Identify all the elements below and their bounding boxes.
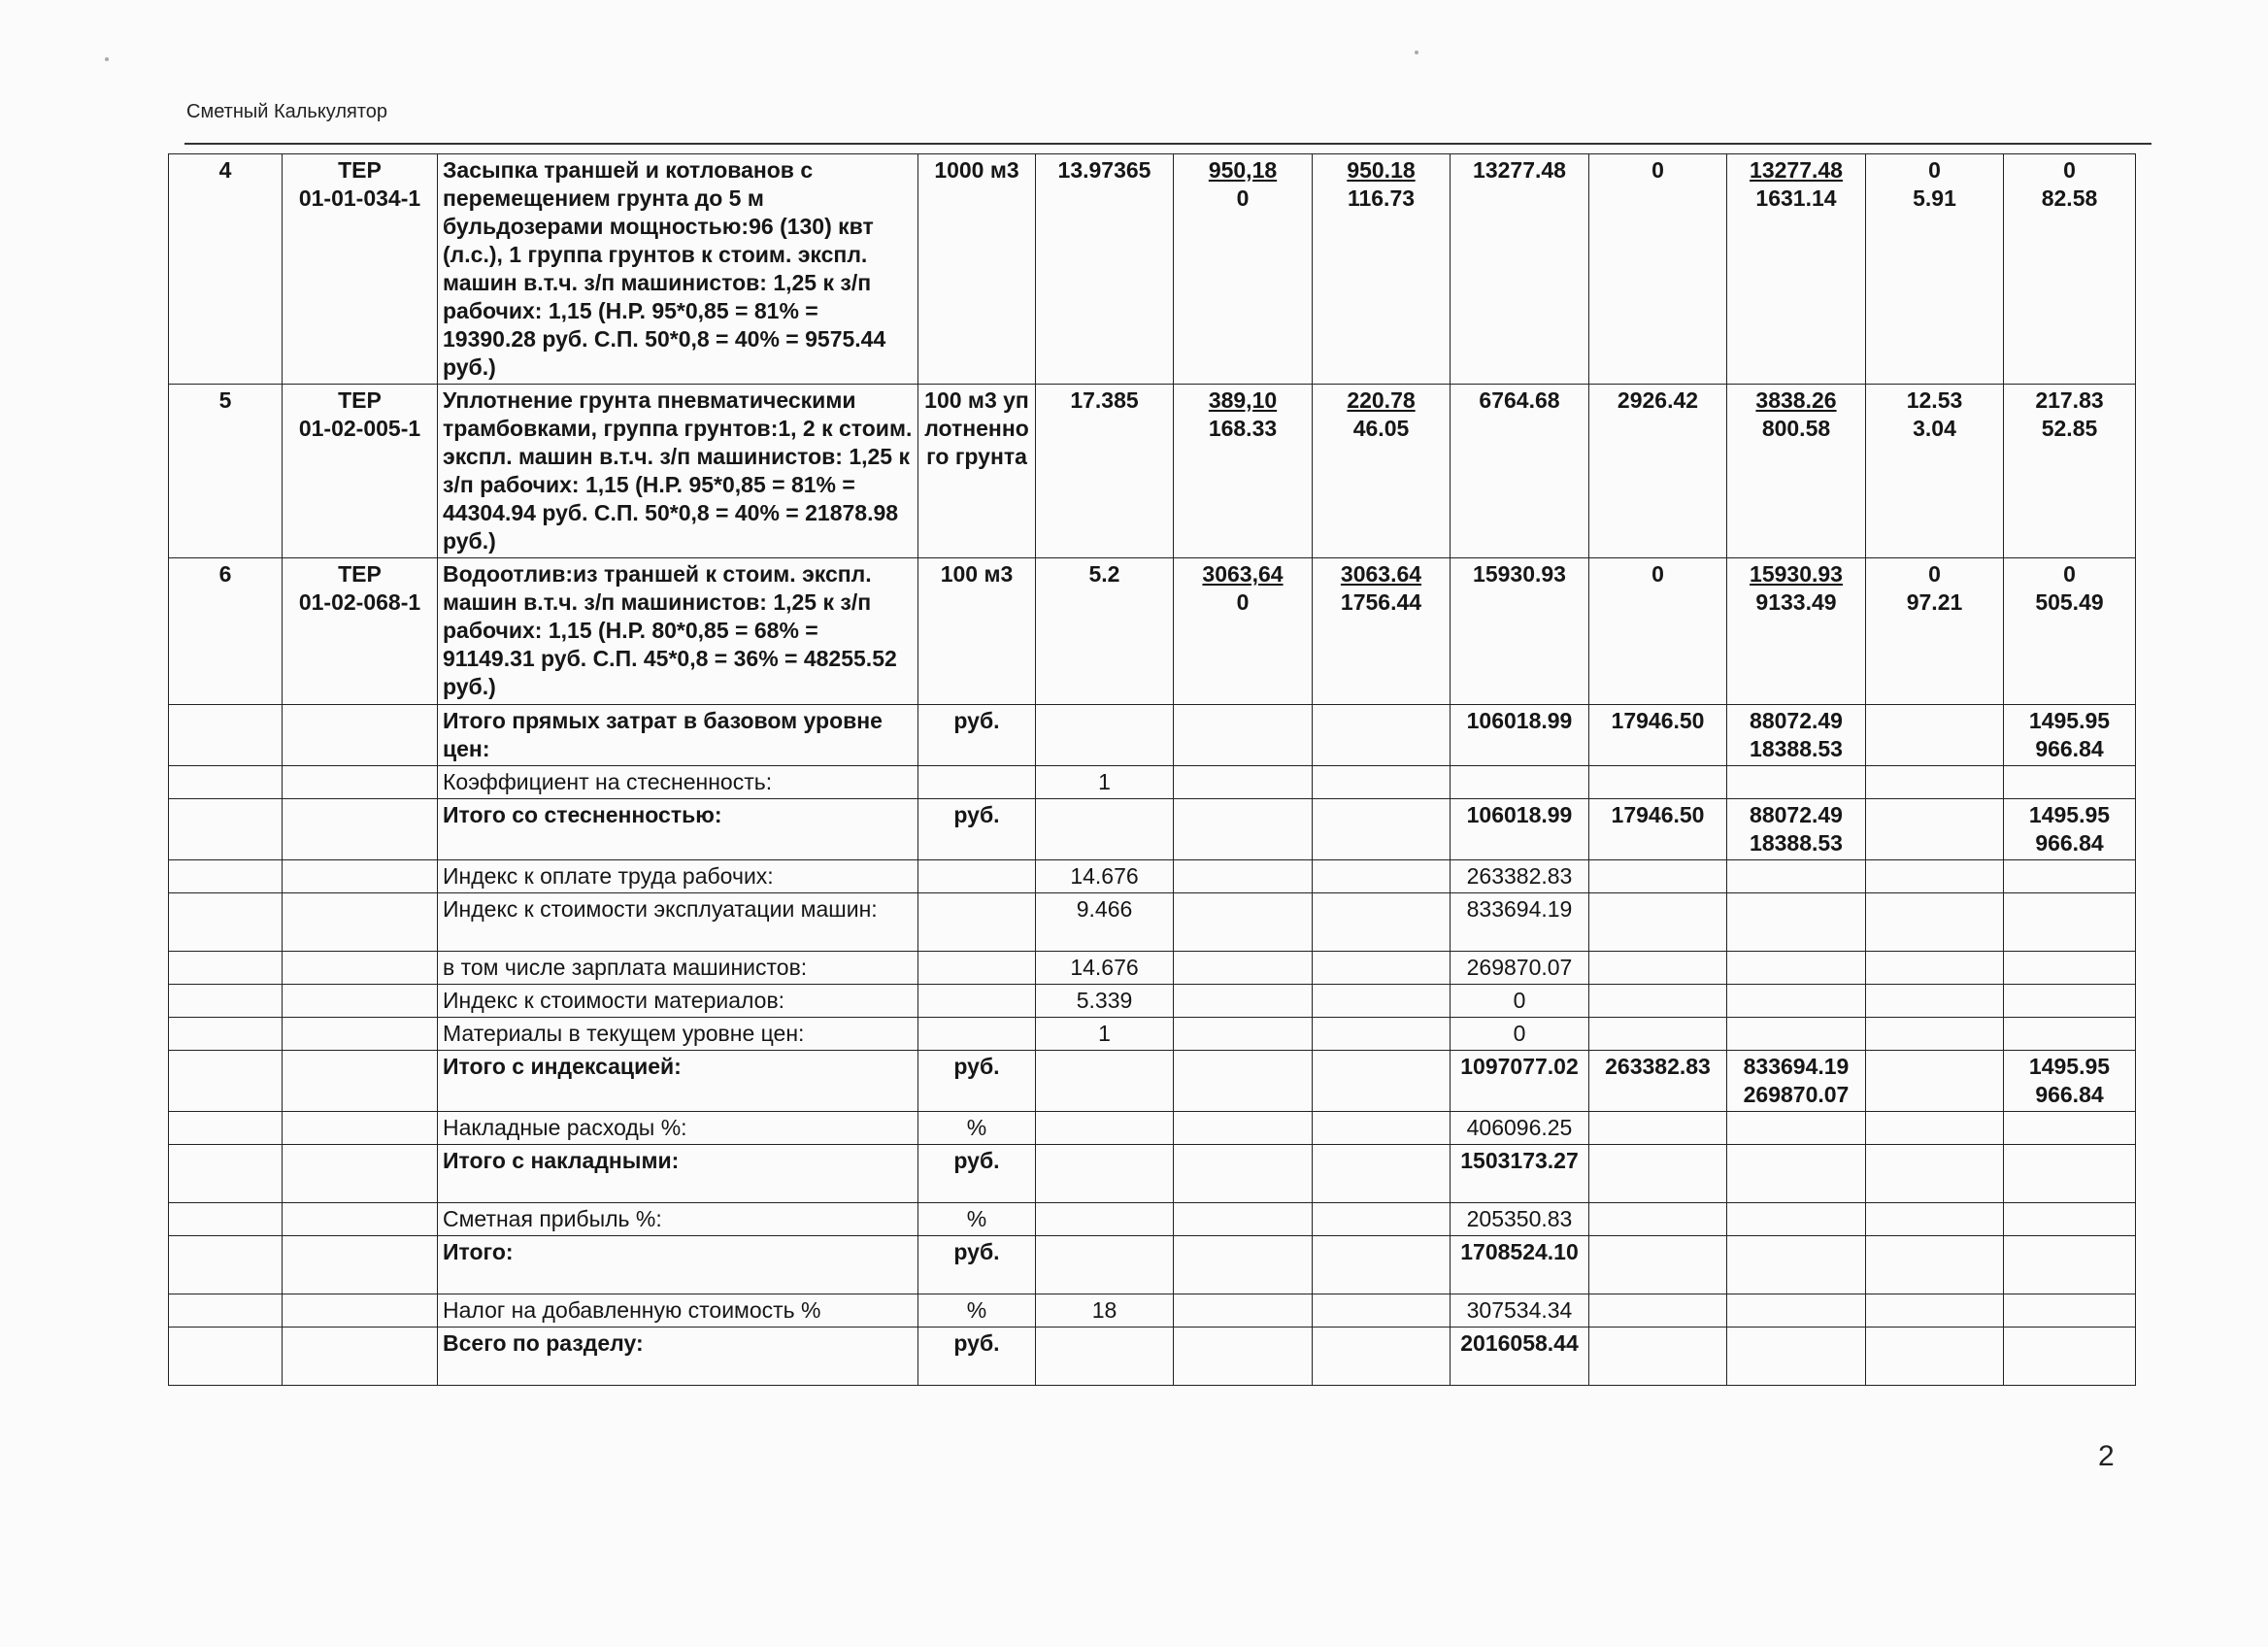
summary-row-grand-total	[169, 1328, 2136, 1386]
summary-row-subtotal	[169, 1236, 2136, 1294]
page-header-title: Сметный Калькулятор	[186, 101, 388, 122]
summary-unit: руб.	[918, 1145, 1036, 1203]
summary-label: в том числе зарплата машинистов:	[438, 952, 918, 985]
page-number: 2	[2098, 1440, 2115, 1472]
summary-unit: %	[918, 1294, 1036, 1328]
summary-total: 269870.07	[1451, 952, 1589, 985]
header-divider	[184, 143, 2151, 145]
summary-label: Коэффициент на стесненность:	[438, 766, 918, 799]
table-row	[169, 558, 2136, 705]
unit-machine-cost: 220.78 46.05	[1313, 385, 1451, 558]
summary-labor: 17946.50	[1589, 799, 1727, 860]
summary-label: Налог на добавленную стоимость %	[438, 1294, 918, 1328]
summary-row-direct	[169, 705, 2136, 766]
unit-cost: 389,10 168.33	[1174, 385, 1313, 558]
summary-label: Итого с индексацией:	[438, 1051, 918, 1112]
summary-row-index-labor	[169, 860, 2136, 893]
work-description: Водоотлив:из траншей к стоим. экспл. машин в.т.ч. з/п машинистов: 1,25 к з/п рабочих: 1,15 (Н.Р. 80*0,85 = 68% = 91149.31 руб. С.П. 45*0,8 = 36% = 48255.52 руб.)	[438, 558, 918, 705]
summary-row-vat	[169, 1294, 2136, 1328]
work-description: Засыпка траншей и котлованов с перемещением грунта до 5 м бульдозерами мощностью:96 (130) квт (л.с.), 1 группа грунтов к стоим. экспл. машин в.т.ч. з/п машинистов: 1,25 к з/п рабочих: 1,15 (Н.Р. 95*0,85 = 81% = 19390.28 руб. С.П. 50*0,8 = 40% = 9575.44 руб.)	[438, 154, 918, 385]
summary-label: Итого:	[438, 1236, 918, 1294]
scan-speck	[105, 57, 109, 61]
summary-total: 106018.99	[1451, 705, 1589, 766]
summary-unit: руб.	[918, 799, 1036, 860]
summary-labor: 17946.50	[1589, 705, 1727, 766]
summary-labor-total: 1495.95 966.84	[2004, 799, 2136, 860]
summary-label: Индекс к оплате труда рабочих:	[438, 860, 918, 893]
unit-cost: 3063,64 0	[1174, 558, 1313, 705]
summary-label: Материалы в текущем уровне цен:	[438, 1018, 918, 1051]
labor-unit: 0 5.91	[1866, 154, 2004, 385]
quantity: 5.2	[1036, 558, 1174, 705]
table-row	[169, 385, 2136, 558]
unit-machine-cost: 950.18 116.73	[1313, 154, 1451, 385]
summary-total: 1503173.27	[1451, 1145, 1589, 1203]
summary-row-with-overhead	[169, 1145, 2136, 1203]
summary-machine: 88072.49 18388.53	[1727, 799, 1866, 860]
summary-total: 406096.25	[1451, 1112, 1589, 1145]
total-labor: 0	[1589, 154, 1727, 385]
summary-value: 18	[1036, 1294, 1174, 1328]
summary-label: Итого с накладными:	[438, 1145, 918, 1203]
summary-total: 2016058.44	[1451, 1328, 1589, 1386]
summary-value: 5.339	[1036, 985, 1174, 1018]
summary-label: Сметная прибыль %:	[438, 1203, 918, 1236]
summary-total: 263382.83	[1451, 860, 1589, 893]
labor-total: 0 505.49	[2004, 558, 2136, 705]
summary-label: Индекс к стоимости эксплуатации машин:	[438, 893, 918, 952]
summary-value: 14.676	[1036, 860, 1174, 893]
summary-row-overhead	[169, 1112, 2136, 1145]
summary-total: 205350.83	[1451, 1203, 1589, 1236]
labor-total: 0 82.58	[2004, 154, 2136, 385]
labor-unit: 12.53 3.04	[1866, 385, 2004, 558]
summary-labor: 263382.83	[1589, 1051, 1727, 1112]
summary-row-index-drivers	[169, 952, 2136, 985]
summary-row-cramped	[169, 799, 2136, 860]
scan-speck	[1415, 50, 1418, 54]
estimate-table	[168, 153, 2136, 1386]
summary-machine: 833694.19 269870.07	[1727, 1051, 1866, 1112]
total-cost: 15930.93	[1451, 558, 1589, 705]
total-cost: 13277.48	[1451, 154, 1589, 385]
total-machine-cost: 3838.26 800.58	[1727, 385, 1866, 558]
summary-total: 0	[1451, 1018, 1589, 1051]
summary-row-coefficient	[169, 766, 2136, 799]
quantity: 17.385	[1036, 385, 1174, 558]
summary-total: 1097077.02	[1451, 1051, 1589, 1112]
summary-label: Индекс к стоимости материалов:	[438, 985, 918, 1018]
summary-total: 106018.99	[1451, 799, 1589, 860]
summary-unit: руб.	[918, 1328, 1036, 1386]
summary-label: Итого прямых затрат в базовом уровне цен:	[438, 705, 918, 766]
summary-unit: руб.	[918, 705, 1036, 766]
summary-labor-total: 1495.95 966.84	[2004, 705, 2136, 766]
total-machine-cost: 13277.48 1631.14	[1727, 154, 1866, 385]
total-labor: 2926.42	[1589, 385, 1727, 558]
summary-row-materials-current	[169, 1018, 2136, 1051]
summary-total: 833694.19	[1451, 893, 1589, 952]
labor-total: 217.83 52.85	[2004, 385, 2136, 558]
row-number: 4	[169, 154, 283, 385]
summary-value: 14.676	[1036, 952, 1174, 985]
summary-unit: руб.	[918, 1051, 1036, 1112]
work-description: Уплотнение грунта пневматическими трамбовками, группа грунтов:1, 2 к стоим. экспл. машин в.т.ч. з/п машинистов: 1,25 к з/п рабочих: 1,15 (Н.Р. 95*0,85 = 81% = 44304.94 руб. С.П. 50*0,8 = 40% = 21878.98 руб.)	[438, 385, 918, 558]
summary-row-indexed	[169, 1051, 2136, 1112]
unit: 100 м3	[918, 558, 1036, 705]
unit: 1000 м3	[918, 154, 1036, 385]
total-machine-cost: 15930.93 9133.49	[1727, 558, 1866, 705]
summary-label: Итого со стесненностью:	[438, 799, 918, 860]
summary-labor-total: 1495.95 966.84	[2004, 1051, 2136, 1112]
summary-value: 1	[1036, 1018, 1174, 1051]
summary-label: Накладные расходы %:	[438, 1112, 918, 1145]
rate-code: ТЕР 01-01-034-1	[283, 154, 438, 385]
summary-total: 1708524.10	[1451, 1236, 1589, 1294]
summary-value: 9.466	[1036, 893, 1174, 952]
quantity: 13.97365	[1036, 154, 1174, 385]
row-number: 5	[169, 385, 283, 558]
unit-cost: 950,18 0	[1174, 154, 1313, 385]
summary-row-index-machines	[169, 893, 2136, 952]
summary-unit: %	[918, 1203, 1036, 1236]
unit: 100 м3 уплотненного грунта	[918, 385, 1036, 558]
labor-unit: 0 97.21	[1866, 558, 2004, 705]
total-labor: 0	[1589, 558, 1727, 705]
summary-unit: %	[918, 1112, 1036, 1145]
summary-value: 1	[1036, 766, 1174, 799]
unit-machine-cost: 3063.64 1756.44	[1313, 558, 1451, 705]
rate-code: ТЕР 01-02-068-1	[283, 558, 438, 705]
table-row	[169, 154, 2136, 385]
summary-unit: руб.	[918, 1236, 1036, 1294]
row-number: 6	[169, 558, 283, 705]
summary-row-profit	[169, 1203, 2136, 1236]
rate-code: ТЕР 01-02-005-1	[283, 385, 438, 558]
total-cost: 6764.68	[1451, 385, 1589, 558]
summary-total: 0	[1451, 985, 1589, 1018]
summary-row-index-materials	[169, 985, 2136, 1018]
summary-label: Всего по разделу:	[438, 1328, 918, 1386]
summary-total: 307534.34	[1451, 1294, 1589, 1328]
summary-machine: 88072.49 18388.53	[1727, 705, 1866, 766]
